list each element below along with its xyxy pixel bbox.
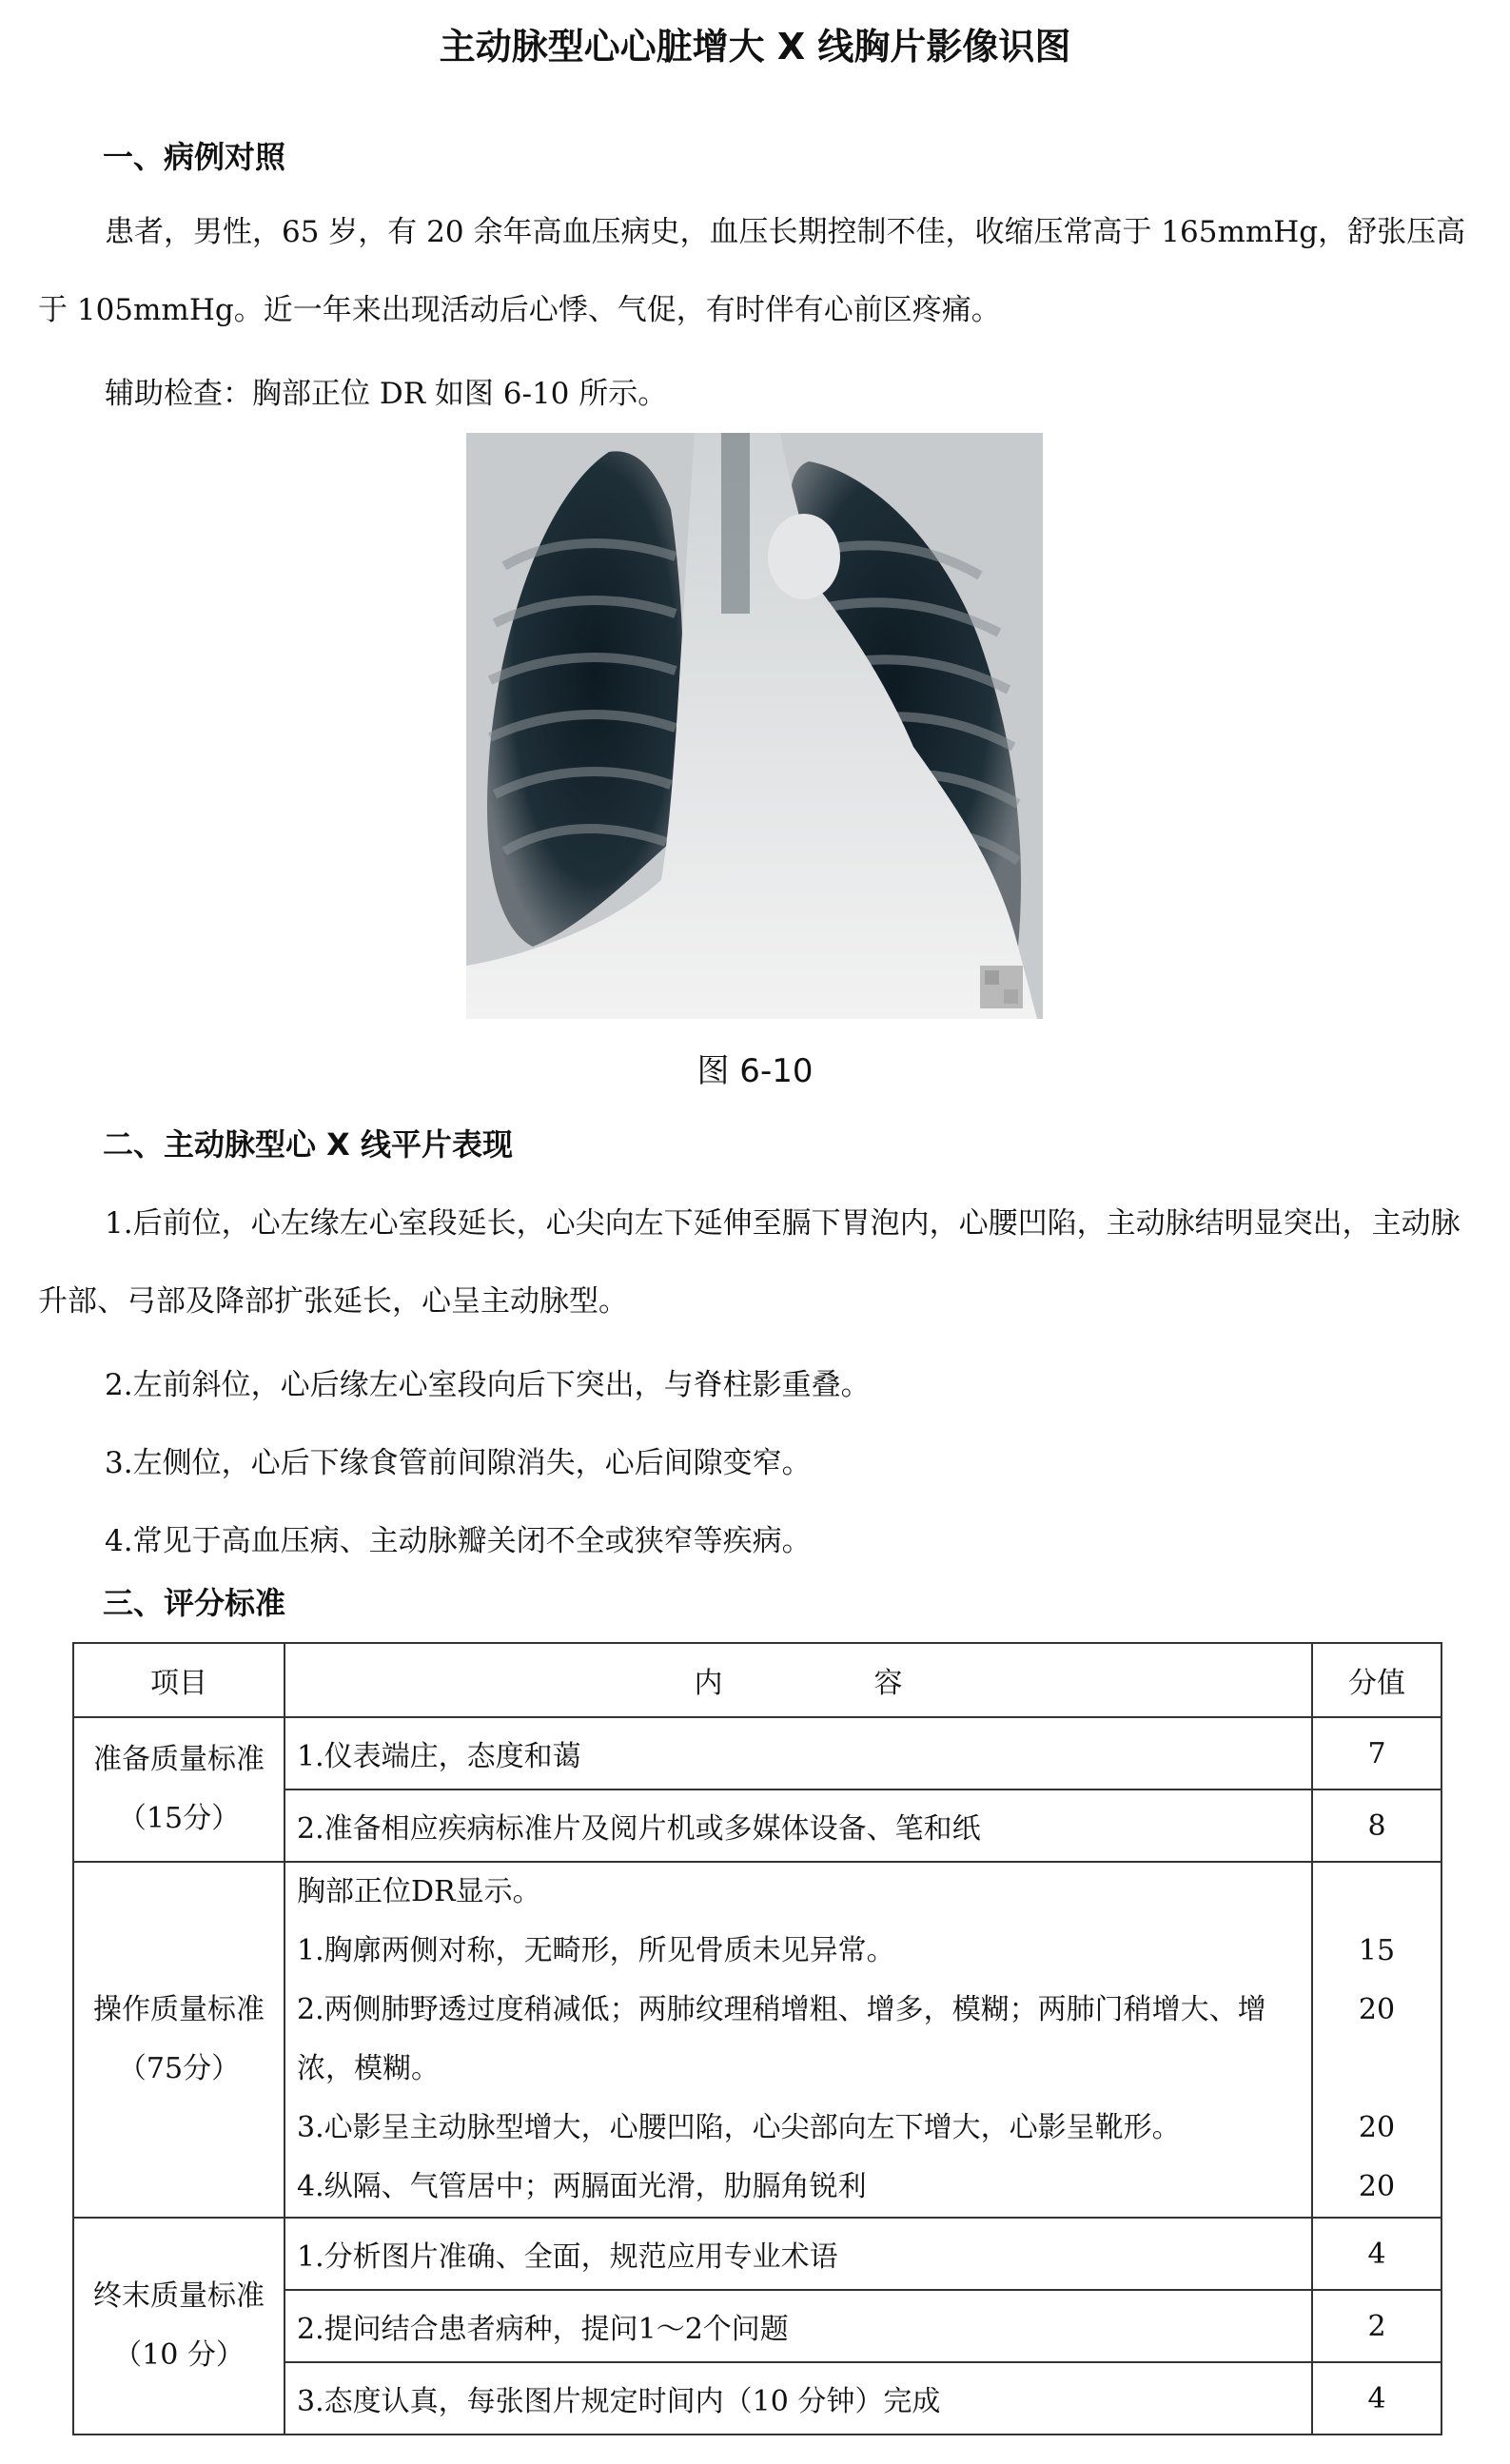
table-row <box>73 2218 1441 2290</box>
category-name: 终末质量标准 <box>93 2279 265 2313</box>
row-content: 3.态度认真，每张图片规定时间内（10 分钟）完成 <box>284 2362 1312 2435</box>
op-score-3: 20 <box>1358 2111 1396 2144</box>
row-score: 7 <box>1312 1717 1441 1789</box>
header-content-char-1: 内 <box>694 1667 723 1700</box>
table-row <box>73 1717 1441 1789</box>
category-total: （10 分） <box>113 2338 245 2372</box>
category-end <box>73 2218 284 2435</box>
op-item-1: 1.胸廓两侧对称，无畸形，所见骨质未见异常。 <box>297 1934 895 1967</box>
section-heading-findings: 二、主动脉型心 X 线平片表现 <box>103 1126 513 1163</box>
op-item-2: 2.两侧肺野透过度稍减低；两肺纹理稍增粗、增多，模糊；两肺门稍增大、增浓，模糊。 <box>297 1993 1266 2085</box>
op-score-1: 15 <box>1358 1934 1396 1967</box>
section-heading-case: 一、病例对照 <box>103 139 286 175</box>
row-score: 4 <box>1312 2218 1441 2290</box>
category-op <box>73 1862 284 2218</box>
row-content <box>284 1862 1312 2218</box>
scoring-table <box>72 1642 1442 2435</box>
row-content: 1.仪表端庄，态度和蔼 <box>284 1717 1312 1789</box>
header-content-char-2: 容 <box>873 1667 903 1700</box>
row-score: 4 <box>1312 2362 1441 2435</box>
finding-4: 4.常见于高血压病、主动脉瓣关闭不全或狭窄等疾病。 <box>105 1524 812 1558</box>
row-score: 2 <box>1312 2290 1441 2362</box>
row-content: 2.提问结合患者病种，提问1～2个问题 <box>284 2290 1312 2362</box>
section-heading-scoring: 三、评分标准 <box>103 1585 286 1621</box>
row-score: 8 <box>1312 1789 1441 1862</box>
row-content: 2.准备相应疾病标准片及阅片机或多媒体设备、笔和纸 <box>284 1789 1312 1862</box>
case-history: 患者，男性，65 岁，有 20 余年高血压病史，血压长期控制不佳，收缩压常高于 165mmHg，舒张压高于 105mmHg。近一年来出现活动后心悸、气促，有时伴有心前区疼痛。 <box>38 215 1466 327</box>
auxiliary-exam: 辅助检查：胸部正位 DR 如图 6-10 所示。 <box>105 377 668 411</box>
figure-caption: 图 6-10 <box>696 1052 814 1090</box>
row-score <box>1312 1862 1441 2218</box>
header-score: 分值 <box>1312 1643 1441 1717</box>
table-row <box>73 1862 1441 2218</box>
op-item-4: 4.纵隔、气管居中；两膈面光滑，肋膈角锐利 <box>297 2170 867 2203</box>
op-score-2: 20 <box>1358 1993 1396 2026</box>
op-item-3: 3.心影呈主动脉型增大，心腰凹陷，心尖部向左下增大，心影呈靴形。 <box>297 2111 1181 2144</box>
op-intro: 胸部正位DR显示。 <box>297 1875 541 1908</box>
finding-3: 3.左侧位，心后下缘食管前间隙消失，心后间隙变窄。 <box>105 1446 812 1480</box>
category-name: 操作质量标准 <box>93 1993 265 2026</box>
category-prep <box>73 1717 284 1862</box>
category-total: （75分） <box>117 2052 241 2085</box>
header-content <box>284 1643 1312 1717</box>
finding-2: 2.左前斜位，心后缘左心室段向后下突出，与脊柱影重叠。 <box>105 1368 871 1402</box>
category-name: 准备质量标准 <box>93 1743 265 1776</box>
category-total: （15分） <box>117 1802 241 1835</box>
header-item: 项目 <box>73 1643 284 1717</box>
chest-xray-image <box>466 433 1043 1019</box>
op-score-4: 20 <box>1358 2170 1396 2203</box>
table-header-row <box>73 1643 1441 1717</box>
finding-1: 1.后前位，心左缘左心室段延长，心尖向左下延伸至膈下胃泡内，心腰凹陷，主动脉结明显突出，主动脉升部、弓部及降部扩张延长，心呈主动脉型。 <box>38 1206 1461 1319</box>
page-title: 主动脉型心心脏增大 X 线胸片影像识图 <box>439 26 1071 68</box>
row-content: 1.分析图片准确、全面，规范应用专业术语 <box>284 2218 1312 2290</box>
